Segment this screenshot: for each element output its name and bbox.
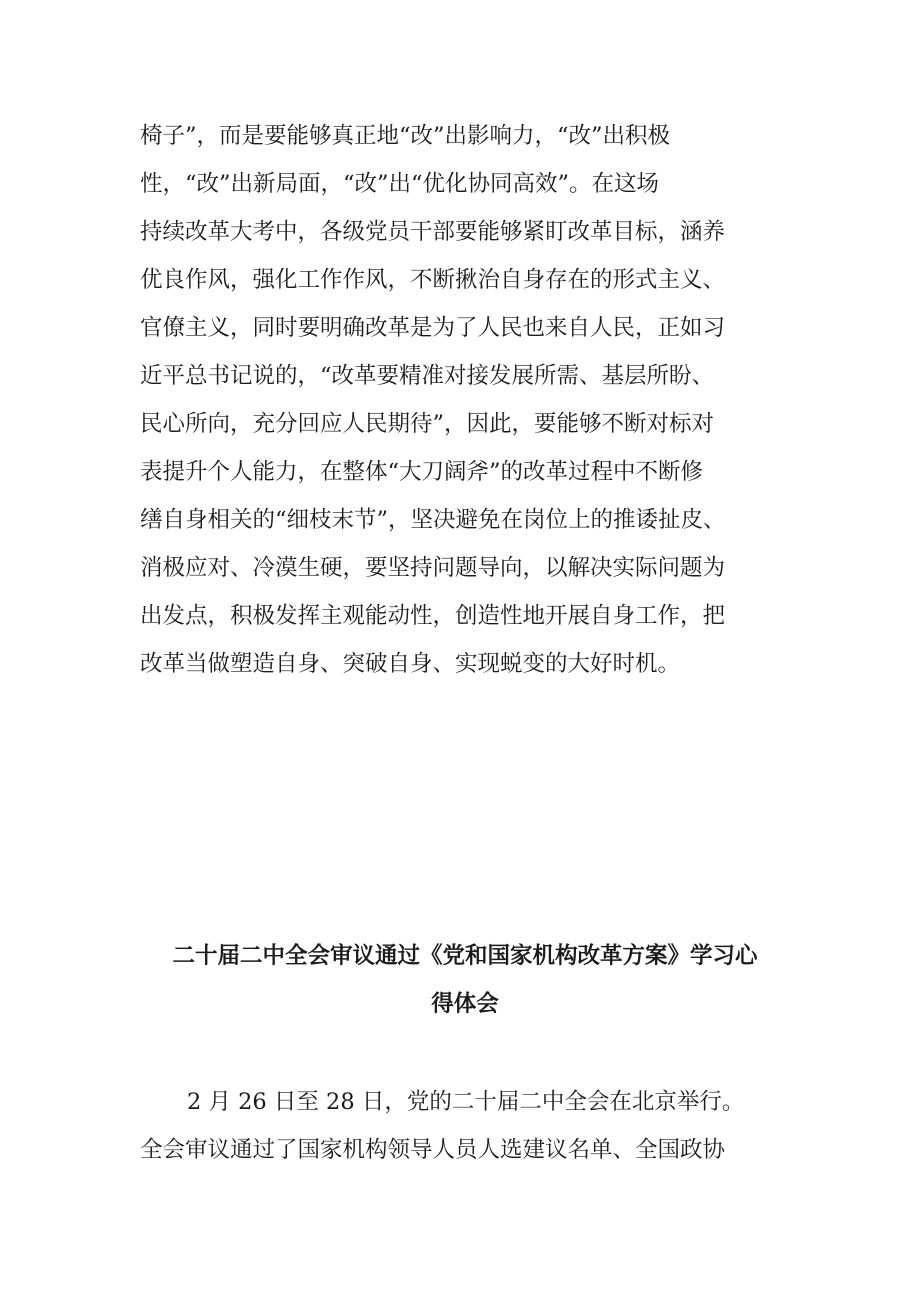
paragraph-line: 持续改革大考中，各级党员干部要能够紧盯改革目标，涵养	[140, 219, 726, 245]
title-line: 二十届二中全会审议通过《党和国家机构改革方案》学习心	[172, 943, 758, 969]
paragraph-line: 性，“改”出新局面，“改”出“优化协同高效”。在这场	[140, 171, 660, 197]
paragraph-line: 缮自身相关的“细枝末节”，坚决避免在岗位上的推诿扯皮、	[140, 507, 726, 533]
paragraph-line: 消极应对、冷漠生硬，要坚持问题导向，以解决实际问题为	[140, 555, 726, 581]
body-paragraph	[140, 112, 800, 688]
paragraph-line: 民心所向，充分回应人民期待”，因此，要能够不断对标对	[140, 411, 715, 437]
paragraph-line: 近平总书记说的，“改革要精准对接发展所需、基层所盼、	[140, 363, 715, 389]
paragraph-line: 椅子”，而是要能够真正地“改”出影响力，“改”出积极	[140, 123, 671, 149]
section-title	[140, 932, 790, 1028]
body-paragraph	[140, 1078, 800, 1174]
title-line: 得体会	[431, 991, 499, 1017]
paragraph-line: 优良作风，强化工作作风，不断揪治自身存在的形式主义、	[140, 267, 726, 293]
paragraph-line: 2 月 26 日至 28 日，党的二十届二中全会在北京举行。	[187, 1089, 745, 1115]
paragraph-line: 表提升个人能力，在整体“大刀阔斧”的改革过程中不断修	[140, 459, 704, 485]
paragraph-line: 全会审议通过了国家机构领导人员人选建议名单、全国政协	[140, 1137, 726, 1163]
paragraph-line: 出发点，积极发挥主观能动性，创造性地开展自身工作，把	[140, 603, 726, 629]
paragraph-line: 改革当做塑造自身、突破自身、实现蜕变的大好时机。	[140, 651, 681, 677]
paragraph-line: 官僚主义，同时要明确改革是为了人民也来自人民，正如习	[140, 315, 726, 341]
